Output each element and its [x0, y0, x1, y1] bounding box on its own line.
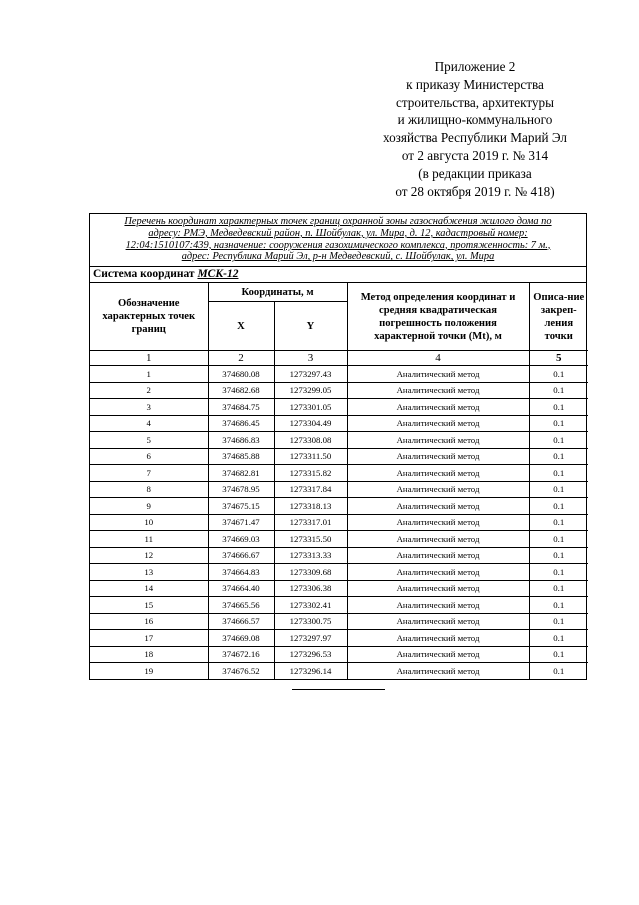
accuracy: 0.1	[529, 514, 588, 531]
point-number: 18	[90, 646, 208, 663]
x-coordinate: 374678.95	[208, 481, 274, 498]
coordinates-document	[89, 213, 587, 680]
x-coordinate: 374686.83	[208, 432, 274, 449]
method: Аналитический метод	[347, 366, 529, 383]
accuracy: 0.1	[529, 663, 588, 679]
header-coordinates: Координаты, м	[208, 283, 347, 302]
y-coordinate: 1273296.14	[274, 663, 347, 679]
y-coordinate: 1273301.05	[274, 399, 347, 416]
y-coordinate: 1273306.38	[274, 580, 347, 597]
table-row	[90, 646, 588, 663]
point-number: 7	[90, 465, 208, 482]
y-coordinate: 1273302.41	[274, 597, 347, 614]
table-caption	[90, 214, 586, 267]
appendix-line: от 2 августа 2019 г. № 314	[401, 147, 549, 163]
table-row	[90, 531, 588, 548]
coordinates-table	[90, 283, 588, 679]
method: Аналитический метод	[347, 663, 529, 679]
accuracy: 0.1	[529, 465, 588, 482]
method: Аналитический метод	[347, 597, 529, 614]
method: Аналитический метод	[347, 531, 529, 548]
x-coordinate: 374664.40	[208, 580, 274, 597]
table-row	[90, 663, 588, 679]
accuracy: 0.1	[529, 646, 588, 663]
accuracy: 0.1	[529, 432, 588, 449]
accuracy: 0.1	[529, 481, 588, 498]
x-coordinate: 374686.45	[208, 415, 274, 432]
column-number: 3	[274, 351, 347, 366]
accuracy: 0.1	[529, 613, 588, 630]
point-number: 13	[90, 564, 208, 581]
appendix-line: Приложение 2	[434, 59, 516, 74]
y-coordinate: 1273318.13	[274, 498, 347, 515]
point-number: 5	[90, 432, 208, 449]
caption-line: адрес: Республика Марий Эл, р-н Медведевский, с. Шойбулак, ул. Мира	[181, 251, 495, 263]
method: Аналитический метод	[347, 448, 529, 465]
method: Аналитический метод	[347, 646, 529, 663]
appendix-line: к приказу Министерства	[406, 76, 544, 92]
table-row	[90, 613, 588, 630]
x-coordinate: 374682.68	[208, 382, 274, 399]
method: Аналитический метод	[347, 580, 529, 597]
x-coordinate: 374680.08	[208, 366, 274, 383]
point-number: 17	[90, 630, 208, 647]
y-coordinate: 1273304.49	[274, 415, 347, 432]
point-number: 2	[90, 382, 208, 399]
header-method: Метод определения координат и средняя квадратическая погрешность положения характерной точки (Mt), м	[347, 283, 529, 351]
y-coordinate: 1273300.75	[274, 613, 347, 630]
method: Аналитический метод	[347, 613, 529, 630]
table-row	[90, 382, 588, 399]
x-coordinate: 374675.15	[208, 498, 274, 515]
accuracy: 0.1	[529, 531, 588, 548]
caption-line: адресу: РМЭ, Медведевский район, п. Шойбулак, ул. Мира, д. 12, кадастровый номер:	[148, 227, 528, 239]
column-number: 5	[529, 351, 588, 366]
table-row	[90, 580, 588, 597]
accuracy: 0.1	[529, 498, 588, 515]
y-coordinate: 1273297.43	[274, 366, 347, 383]
appendix-header	[330, 58, 620, 200]
appendix-line: и жилищно-коммунального	[397, 112, 553, 128]
x-coordinate: 374664.83	[208, 564, 274, 581]
table-row	[90, 547, 588, 564]
column-number: 2	[208, 351, 274, 366]
x-coordinate: 374665.56	[208, 597, 274, 614]
x-coordinate: 374666.67	[208, 547, 274, 564]
accuracy: 0.1	[529, 399, 588, 416]
column-number: 1	[90, 351, 208, 366]
accuracy: 0.1	[529, 630, 588, 647]
y-coordinate: 1273315.82	[274, 465, 347, 482]
y-coordinate: 1273313.33	[274, 547, 347, 564]
accuracy: 0.1	[529, 448, 588, 465]
method: Аналитический метод	[347, 481, 529, 498]
x-coordinate: 374669.03	[208, 531, 274, 548]
method: Аналитический метод	[347, 630, 529, 647]
header-row	[90, 283, 588, 302]
appendix-line: от 28 октября 2019 г. № 418)	[395, 183, 555, 199]
table-row	[90, 366, 588, 383]
accuracy: 0.1	[529, 415, 588, 432]
column-number-row	[90, 351, 588, 366]
x-coordinate: 374669.08	[208, 630, 274, 647]
method: Аналитический метод	[347, 432, 529, 449]
point-number: 4	[90, 415, 208, 432]
table-row	[90, 465, 588, 482]
point-number: 15	[90, 597, 208, 614]
point-number: 16	[90, 613, 208, 630]
y-coordinate: 1273317.84	[274, 481, 347, 498]
header-point: Обозначение характерных точек границ	[90, 283, 208, 351]
method: Аналитический метод	[347, 415, 529, 432]
accuracy: 0.1	[529, 597, 588, 614]
appendix-line: (в редакции приказа	[418, 165, 532, 181]
accuracy: 0.1	[529, 382, 588, 399]
x-coordinate: 374685.88	[208, 448, 274, 465]
y-coordinate: 1273311.50	[274, 448, 347, 465]
point-number: 19	[90, 663, 208, 679]
x-coordinate: 374676.52	[208, 663, 274, 679]
coordinate-system	[90, 267, 586, 283]
table-row	[90, 498, 588, 515]
header-description: Описа-ние закреп-ления точки	[529, 283, 588, 351]
appendix-line: строительства, архитектуры	[396, 94, 554, 110]
caption-line: Перечень координат характерных точек границ охранной зоны газоснабжения жилого дома по	[124, 216, 552, 227]
method: Аналитический метод	[347, 465, 529, 482]
y-coordinate: 1273297.97	[274, 630, 347, 647]
point-number: 3	[90, 399, 208, 416]
table-row	[90, 597, 588, 614]
accuracy: 0.1	[529, 547, 588, 564]
y-coordinate: 1273315.50	[274, 531, 347, 548]
method: Аналитический метод	[347, 382, 529, 399]
header-y: Y	[274, 302, 347, 351]
table-row	[90, 399, 588, 416]
y-coordinate: 1273308.08	[274, 432, 347, 449]
x-coordinate: 374666.57	[208, 613, 274, 630]
table-row	[90, 432, 588, 449]
table-row	[90, 415, 588, 432]
method: Аналитический метод	[347, 514, 529, 531]
method: Аналитический метод	[347, 564, 529, 581]
accuracy: 0.1	[529, 366, 588, 383]
table-row	[90, 448, 588, 465]
point-number: 14	[90, 580, 208, 597]
table-row	[90, 481, 588, 498]
method: Аналитический метод	[347, 498, 529, 515]
x-coordinate: 374671.47	[208, 514, 274, 531]
header-x: X	[208, 302, 274, 351]
point-number: 11	[90, 531, 208, 548]
method: Аналитический метод	[347, 547, 529, 564]
y-coordinate: 1273317.01	[274, 514, 347, 531]
table-row	[90, 514, 588, 531]
table-row	[90, 564, 588, 581]
caption-line: 12:04:1510107:439, назначение: сооружения газохимического комплекса, протяженность: 7 м.,	[125, 239, 551, 251]
point-number: 6	[90, 448, 208, 465]
point-number: 9	[90, 498, 208, 515]
point-number: 1	[90, 366, 208, 383]
y-coordinate: 1273309.68	[274, 564, 347, 581]
method: Аналитический метод	[347, 399, 529, 416]
appendix-line: хозяйства Республики Марий Эл	[383, 130, 567, 146]
point-number: 10	[90, 514, 208, 531]
point-number: 12	[90, 547, 208, 564]
coordinate-system-code: МСК-12	[197, 268, 239, 280]
y-coordinate: 1273296.53	[274, 646, 347, 663]
x-coordinate: 374682.81	[208, 465, 274, 482]
x-coordinate: 374672.16	[208, 646, 274, 663]
y-coordinate: 1273299.05	[274, 382, 347, 399]
x-coordinate: 374684.75	[208, 399, 274, 416]
bottom-divider	[292, 689, 385, 690]
accuracy: 0.1	[529, 564, 588, 581]
point-number: 8	[90, 481, 208, 498]
accuracy: 0.1	[529, 580, 588, 597]
coordinate-system-label: Система координат	[93, 268, 195, 280]
column-number: 4	[347, 351, 529, 366]
table-row	[90, 630, 588, 647]
